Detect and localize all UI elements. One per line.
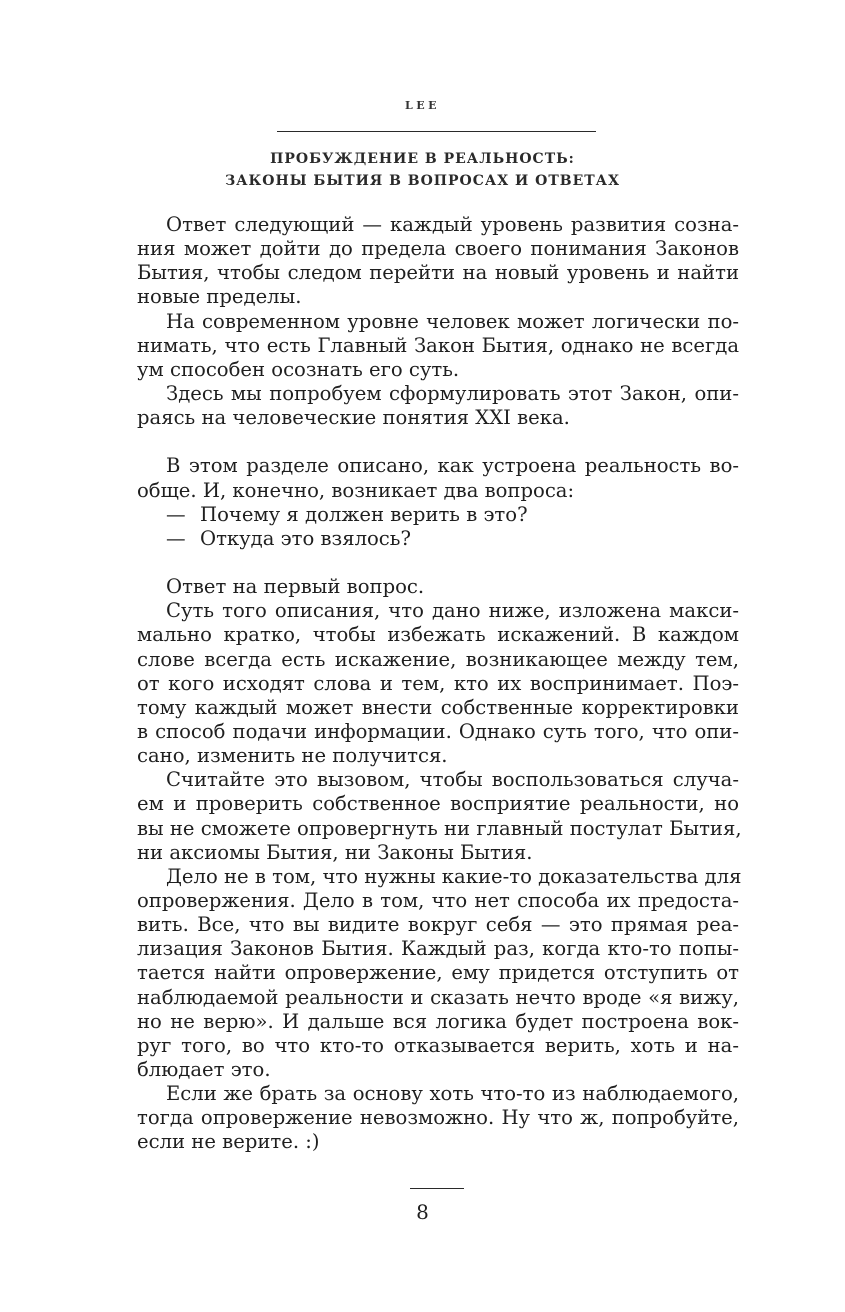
list-item-text: Откуда это взялось? <box>200 526 411 550</box>
list-item <box>137 503 739 527</box>
text-line: лизация Законов Бытия. Каждый раз, когда кто-то попы- <box>137 937 739 961</box>
text-line: вить. Все, что вы видите вокруг себя — это прямая реа- <box>137 913 739 937</box>
text-line: если не верите. :) <box>137 1130 320 1154</box>
paragraph-gap <box>137 430 739 454</box>
text-line: мально кратко, чтобы избежать искажений. В каждом <box>137 623 739 647</box>
text-line: ем и проверить собственное восприятие реальности, но <box>137 792 739 816</box>
text-line: наблюдаемой реальности и сказать нечто вроде «я вижу, <box>137 985 739 1009</box>
text-line: тается найти опровержение, ему придется отступить от <box>137 961 739 985</box>
text-line: раясь на человеческие понятия XXI века. <box>137 406 570 430</box>
text-line: Ответ на первый вопрос. <box>166 575 425 599</box>
text-line: блюдает это. <box>137 1057 271 1081</box>
text-line: Ответ следующий — каждый уровень развития созна- <box>166 213 739 236</box>
dash-marker: — <box>166 526 186 550</box>
text-line: руг того, во что кто-то отказывается верить, хоть и на- <box>137 1033 739 1057</box>
text-line: но не верю». И дальше вся логика будет построена вок- <box>137 1009 739 1033</box>
text-line: опровержения. Дело в том, что нет способа их предоста- <box>137 888 739 912</box>
running-header-author: LEE <box>404 99 440 112</box>
text-line: Дело не в том, что нужны какие-то доказательства для <box>166 864 742 888</box>
text-line: вы не сможете опровергнуть ни главный постулат Бытия, <box>137 816 742 840</box>
running-title-line: ПРОБУЖДЕНИЕ В РЕАЛЬНОСТЬ: <box>270 151 575 167</box>
footer-divider <box>410 1188 464 1189</box>
text-line: обще. И, конечно, возникает два вопроса: <box>137 478 575 502</box>
text-line: тогда опровержение невозможно. Ну что ж, попробуйте, <box>137 1106 739 1130</box>
page-number: 8 <box>416 1200 429 1224</box>
text-line: В этом разделе описано, как устроена реальность во- <box>166 454 739 478</box>
text-line: в способ подачи информации. Однако суть того, что опи- <box>137 719 739 743</box>
text-line: Считайте это вызовом, чтобы воспользоваться случа- <box>166 768 739 792</box>
dash-marker: — <box>166 502 186 526</box>
text-line: Бытия, чтобы следом перейти на новый уровень и найти <box>137 261 739 285</box>
text-line: тому каждый может внести собственные корректировки <box>137 695 739 719</box>
text-line: Суть того описания, что дано ниже, изложена макси- <box>166 599 739 623</box>
body-text <box>137 213 742 1154</box>
running-title-line: ЗАКОНЫ БЫТИЯ В ВОПРОСАХ И ОТВЕТАХ <box>225 173 620 189</box>
text-line: ни аксиомы Бытия, ни Законы Бытия. <box>137 840 533 864</box>
text-line: новые пределы. <box>137 285 302 309</box>
text-line: На современном уровне человек может логически по- <box>166 309 739 333</box>
list-item-text: Почему я должен верить в это? <box>200 502 528 526</box>
list-item <box>137 527 739 551</box>
paragraph-gap <box>137 551 739 575</box>
text-line: Если же брать за основу хоть что-то из наблюдаемого, <box>166 1082 739 1106</box>
text-line: ния может дойти до предела своего понимания Законов <box>137 237 739 261</box>
text-line: Здесь мы попробуем сформулировать этот Закон, опи- <box>166 381 739 405</box>
text-line: слове всегда есть искажение, возникающее между тем, <box>137 647 739 671</box>
header-divider <box>277 131 596 132</box>
running-header-title <box>0 148 845 192</box>
text-line: ум способен осознать его суть. <box>137 357 460 381</box>
text-line: сано, изменить не получится. <box>137 744 448 768</box>
text-line: нимать, что есть Главный Закон Бытия, однако не всегда <box>137 333 739 357</box>
text-line: от кого исходят слова и тем, кто их воспринимает. Поэ- <box>137 671 739 695</box>
